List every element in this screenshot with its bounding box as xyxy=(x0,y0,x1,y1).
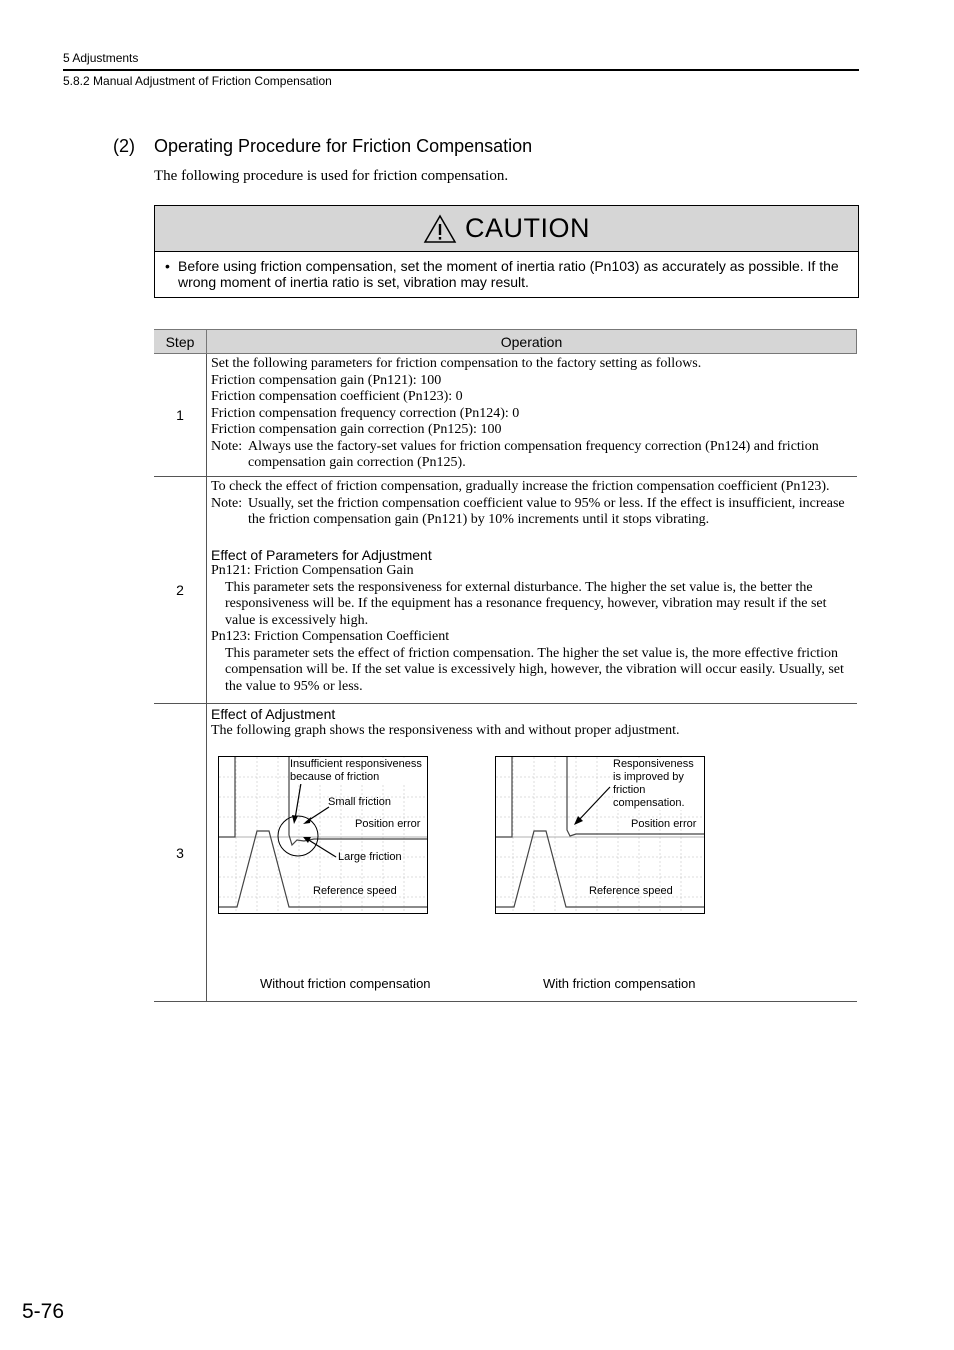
table-header-row xyxy=(154,330,857,354)
graph-with-compensation xyxy=(495,756,705,914)
step1-line-2: Friction compensation gain (Pn121): 100 xyxy=(211,372,442,388)
step1-line-4: Friction compensation frequency correction (Pn124): 0 xyxy=(211,405,520,421)
table-row-step-1 xyxy=(154,354,857,477)
step-number: 1 xyxy=(154,354,207,477)
section-title: Operating Procedure for Friction Compensation xyxy=(154,136,533,156)
running-header-section: 5.8.2 Manual Adjustment of Friction Compensation xyxy=(63,74,332,88)
adjustment-line: The following graph shows the responsiveness with and without proper adjustment. xyxy=(211,722,680,738)
operation-cell xyxy=(207,477,857,704)
annotation-insufficient-responsiveness: Insufficient responsiveness because of friction xyxy=(290,758,427,784)
running-header-chapter: 5 Adjustments xyxy=(63,51,139,65)
caution-title: CAUTION xyxy=(465,213,590,243)
caution-text: Before using friction compensation, set the moment of inertia ratio (Pn103) as accurately as possible. If the wrong moment of inertia ratio is set, vibration may result. xyxy=(178,258,839,290)
step-number: 3 xyxy=(154,704,207,1002)
adjustment-heading: Effect of Adjustment xyxy=(211,706,336,722)
label-large-friction: Large friction xyxy=(338,851,402,863)
param-pn121-title: Pn121: Friction Compensation Gain xyxy=(211,563,414,578)
page-number: 5-76 xyxy=(22,1300,65,1323)
step-number: 2 xyxy=(154,477,207,704)
bullet-icon: • xyxy=(165,258,170,274)
label-position-error: Position error xyxy=(355,818,421,830)
caution-header xyxy=(155,206,858,252)
table-row-step-2 xyxy=(154,477,857,704)
step2-line: To check the effect of friction compensation, gradually increase the friction compensation coefficient (Pn123). xyxy=(211,479,830,494)
step1-line-3: Friction compensation coefficient (Pn123): 0 xyxy=(211,389,463,404)
note-label: Note: xyxy=(211,495,243,511)
warning-triangle-icon xyxy=(423,214,457,244)
caution-box xyxy=(154,205,859,298)
param-pn123-desc: This parameter sets the effect of friction compensation. The higher the set value is, the more effective friction compensation will be. If the set value is excessively high, however, the vibration will occur easily. Usually, set the value to 95% or less. xyxy=(225,645,844,694)
operation-cell xyxy=(207,704,857,1002)
step1-line-5: Friction compensation gain correction (Pn125): 100 xyxy=(211,422,502,437)
caption-with-compensation: With friction compensation xyxy=(543,976,696,991)
label-reference-speed: Reference speed xyxy=(589,885,673,897)
step1-note xyxy=(211,439,853,472)
caution-item xyxy=(155,252,858,290)
caption-without-compensation: Without friction compensation xyxy=(260,976,431,991)
intro-paragraph: The following procedure is used for friction compensation. xyxy=(154,168,509,184)
section-number: (2) xyxy=(113,136,135,156)
annotation-responsiveness-improved: Responsiveness is improved by friction compensation. xyxy=(613,758,703,810)
section-heading xyxy=(113,136,532,157)
header-rule xyxy=(63,69,859,71)
label-small-friction: Small friction xyxy=(328,796,391,808)
step1-line-1: Set the following parameters for friction compensation to the factory setting as follows. xyxy=(211,356,702,371)
table-row-step-3 xyxy=(154,704,857,1002)
step2-note xyxy=(211,496,853,529)
label-reference-speed: Reference speed xyxy=(313,885,397,897)
note-text: Always use the factory-set values for friction compensation frequency correction (Pn124) and friction compensation gain correction (Pn125). xyxy=(248,438,819,470)
graph-area xyxy=(207,739,857,1001)
column-header-operation: Operation xyxy=(207,330,857,354)
label-position-error: Position error xyxy=(631,818,697,830)
note-label: Note: xyxy=(211,438,243,454)
param-pn123-title: Pn123: Friction Compensation Coefficient xyxy=(211,629,450,644)
column-header-step: Step xyxy=(154,330,207,354)
procedure-table xyxy=(154,329,857,1002)
graph-without-compensation xyxy=(218,756,428,914)
param-pn121-desc: This parameter sets the responsiveness for external disturbance. The higher the set value is, the better the responsiveness will be. If the equipment has a resonance frequency, however, vibration may result if the set value is excessively high. xyxy=(225,579,827,628)
operation-cell xyxy=(207,354,857,477)
note-text: Usually, set the friction compensation coefficient value to 95% or less. If the effect is insufficient, increase the friction compensation gain (Pn121) by 10% increments until it stops vibrating. xyxy=(248,495,845,527)
effect-heading: Effect of Parameters for Adjustment xyxy=(211,546,432,563)
